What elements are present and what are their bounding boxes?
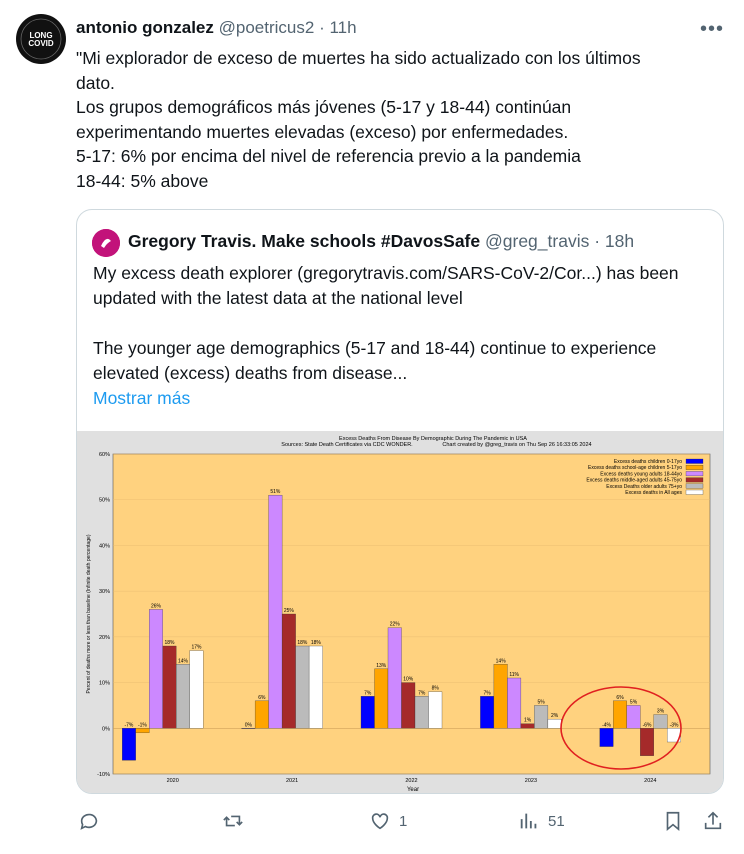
bar <box>375 669 389 728</box>
bar <box>122 728 136 760</box>
bar-label: 8% <box>431 685 439 692</box>
tweet-line: dato. <box>76 72 115 93</box>
x-tick-label: 2024 <box>644 778 657 784</box>
bar-label: 7% <box>364 690 372 697</box>
view-count: 51 <box>548 812 565 830</box>
quote-time[interactable]: 18h <box>604 231 635 251</box>
x-tick-label: 2022 <box>405 778 418 784</box>
reply-button[interactable] <box>78 810 108 832</box>
bar <box>600 728 614 746</box>
bar <box>415 696 429 728</box>
y-tick-label: 20% <box>98 634 110 641</box>
legend-swatch <box>686 471 703 476</box>
bar-label: 6% <box>616 694 624 701</box>
quote-avatar[interactable] <box>92 229 120 257</box>
legend-swatch <box>686 478 703 483</box>
bar-label: 7% <box>418 690 426 697</box>
bar <box>296 646 310 728</box>
tweet-line: 18-44: 5% above <box>76 170 209 191</box>
bar-label: 51% <box>270 489 281 496</box>
quote-author-handle[interactable]: @greg_travis <box>485 231 590 251</box>
bar <box>309 646 323 728</box>
like-count: 1 <box>399 812 408 830</box>
y-tick-label: 60% <box>98 452 110 458</box>
like-button[interactable] <box>369 810 407 832</box>
quote-line: The younger age demographics (5-17 and 18-44) continue to experience <box>93 338 657 358</box>
bar <box>269 495 283 728</box>
legend-label: Excess deaths children 0-17yo <box>613 459 682 465</box>
bar-label: 6% <box>258 694 266 701</box>
bar <box>176 664 190 728</box>
bar <box>163 646 177 728</box>
legend-label: Excess deaths middle-aged adults 45-75yo <box>586 477 682 484</box>
separator-dot: · <box>594 231 601 251</box>
bookmark-button[interactable] <box>662 810 684 832</box>
y-tick-label: 0% <box>102 726 110 733</box>
quote-line <box>93 311 713 336</box>
chart-title: Excess Deaths From Disease By Demographic During The Pandemic in USA <box>339 436 527 442</box>
author-handle[interactable]: @poetricus2 <box>218 18 315 37</box>
bar-label: 0% <box>244 722 252 729</box>
x-tick-label: 2023 <box>524 778 538 784</box>
separator-dot: · <box>319 18 325 37</box>
bar-label: 3% <box>656 708 665 715</box>
tweet-time[interactable]: 11h <box>329 18 357 37</box>
bar <box>361 696 375 728</box>
bar <box>548 719 562 728</box>
chart-credit: Chart created by @greg_travis on Thu Sep 26 16:33:05 2024 <box>442 442 592 448</box>
bookmark-icon <box>662 810 684 832</box>
tweet-line: Los grupos demográficos más jóvenes (5-17 y 18-44) continúan <box>76 97 572 118</box>
tweet-header <box>76 18 357 38</box>
bar <box>507 678 521 728</box>
bar <box>388 628 402 729</box>
legend-swatch <box>686 490 703 495</box>
bar-label: 22% <box>389 621 400 628</box>
quote-line: My excess death explorer (gregorytravis.com/SARS-CoV-2/Cor...) has been <box>93 263 679 283</box>
bar-label: -1% <box>137 722 147 729</box>
logo-text-2: COVID <box>28 39 54 48</box>
chart-subtitle: Sources: State Death Certificates via CDC WONDER. <box>281 442 413 448</box>
legend-swatch <box>686 459 703 464</box>
bar-label: 13% <box>376 662 387 669</box>
x-tick-label: 2021 <box>285 778 299 784</box>
bar-label: 18% <box>310 640 321 646</box>
bar-label: 5% <box>629 699 638 706</box>
tweet-line: experimentando muertes elevadas (exceso) por enfermedades. <box>76 121 569 142</box>
views-icon <box>518 810 540 832</box>
retweet-icon <box>222 810 244 832</box>
reply-icon <box>78 810 100 832</box>
logo-text-1: LONG <box>29 31 53 40</box>
quote-text <box>93 261 713 411</box>
x-axis-label: Year <box>406 787 420 793</box>
legend-label: Excess deaths school-age children 5-17yo <box>588 465 682 472</box>
bar-label: 1% <box>524 717 532 724</box>
bar <box>613 701 627 728</box>
long-covid-logo <box>16 14 66 64</box>
y-tick-label: 50% <box>98 497 110 504</box>
quote-line: updated with the latest data at the national level <box>93 288 463 308</box>
bar-label: -7% <box>124 722 134 729</box>
bar <box>534 705 548 728</box>
bar <box>429 692 443 729</box>
y-axis-label: Percent of deaths more or less than baseline (Infinite death percentage) <box>86 534 92 694</box>
legend-label: Excess deaths in All ages <box>625 490 682 496</box>
bar <box>136 728 150 733</box>
bar-label: -6% <box>642 722 652 729</box>
bar <box>654 715 668 729</box>
y-tick-label: 30% <box>98 589 110 596</box>
bar-label: -4% <box>602 722 612 729</box>
legend-label: Excess Deaths older adults 75+yo <box>606 483 682 490</box>
bar-label: 26% <box>150 603 161 610</box>
x-tick-label: 2020 <box>166 778 179 784</box>
tweet-line: "Mi explorador de exceso de muertes ha sido actualizado con los últimos <box>76 48 641 68</box>
heart-icon <box>369 810 391 832</box>
author-name[interactable]: antonio gonzalez <box>76 18 214 37</box>
bar <box>627 705 641 728</box>
legend-label: Excess deaths young adults 18-44yo <box>600 471 682 478</box>
retweet-button[interactable] <box>222 810 252 832</box>
bar <box>402 683 416 729</box>
bar <box>640 728 654 755</box>
avatar[interactable] <box>16 14 66 64</box>
bar-label: 17% <box>191 644 202 651</box>
action-bar <box>0 806 744 842</box>
bar <box>521 724 535 729</box>
bar <box>480 696 494 728</box>
bar-label: 10% <box>403 676 414 683</box>
y-tick-label: -10% <box>97 772 110 778</box>
chart-image[interactable] <box>77 431 724 794</box>
legend-swatch <box>686 465 703 470</box>
tweet-text <box>76 46 716 194</box>
y-tick-label: 40% <box>98 543 110 550</box>
more-options-icon[interactable]: ••• <box>699 18 724 40</box>
y-tick-label: 10% <box>98 680 110 687</box>
quote-avatar-icon <box>92 229 120 257</box>
quote-author-name[interactable]: Gregory Travis. Make schools #DavosSafe <box>128 231 481 251</box>
bar-label: 18% <box>297 640 308 646</box>
bar-label: 5% <box>537 699 545 706</box>
bar-label: 7% <box>483 690 491 697</box>
bar-label: 11% <box>509 672 519 678</box>
views-button[interactable] <box>518 810 565 832</box>
quote-header <box>128 231 634 252</box>
chart <box>77 431 724 794</box>
bar-label: 14% <box>495 658 506 665</box>
bar-label: -3% <box>669 722 679 729</box>
bar <box>149 609 163 728</box>
bar-label: 2% <box>551 713 559 720</box>
bar <box>494 664 508 728</box>
legend-swatch <box>686 484 703 489</box>
bar-label: 14% <box>177 658 188 665</box>
bar-label: 18% <box>164 640 175 646</box>
share-icon <box>702 810 724 832</box>
show-more-link[interactable]: Mostrar más <box>93 388 191 408</box>
tweet-line: 5-17: 6% por encima del nivel de referencia previo a la pandemia <box>76 146 581 167</box>
bar-label: 25% <box>283 608 294 614</box>
quote-line: elevated (excess) deaths from disease... <box>93 363 408 383</box>
bar <box>282 614 296 728</box>
quoted-tweet[interactable] <box>76 209 724 794</box>
bar <box>255 701 269 728</box>
bar <box>190 651 204 729</box>
share-button[interactable] <box>702 810 724 832</box>
